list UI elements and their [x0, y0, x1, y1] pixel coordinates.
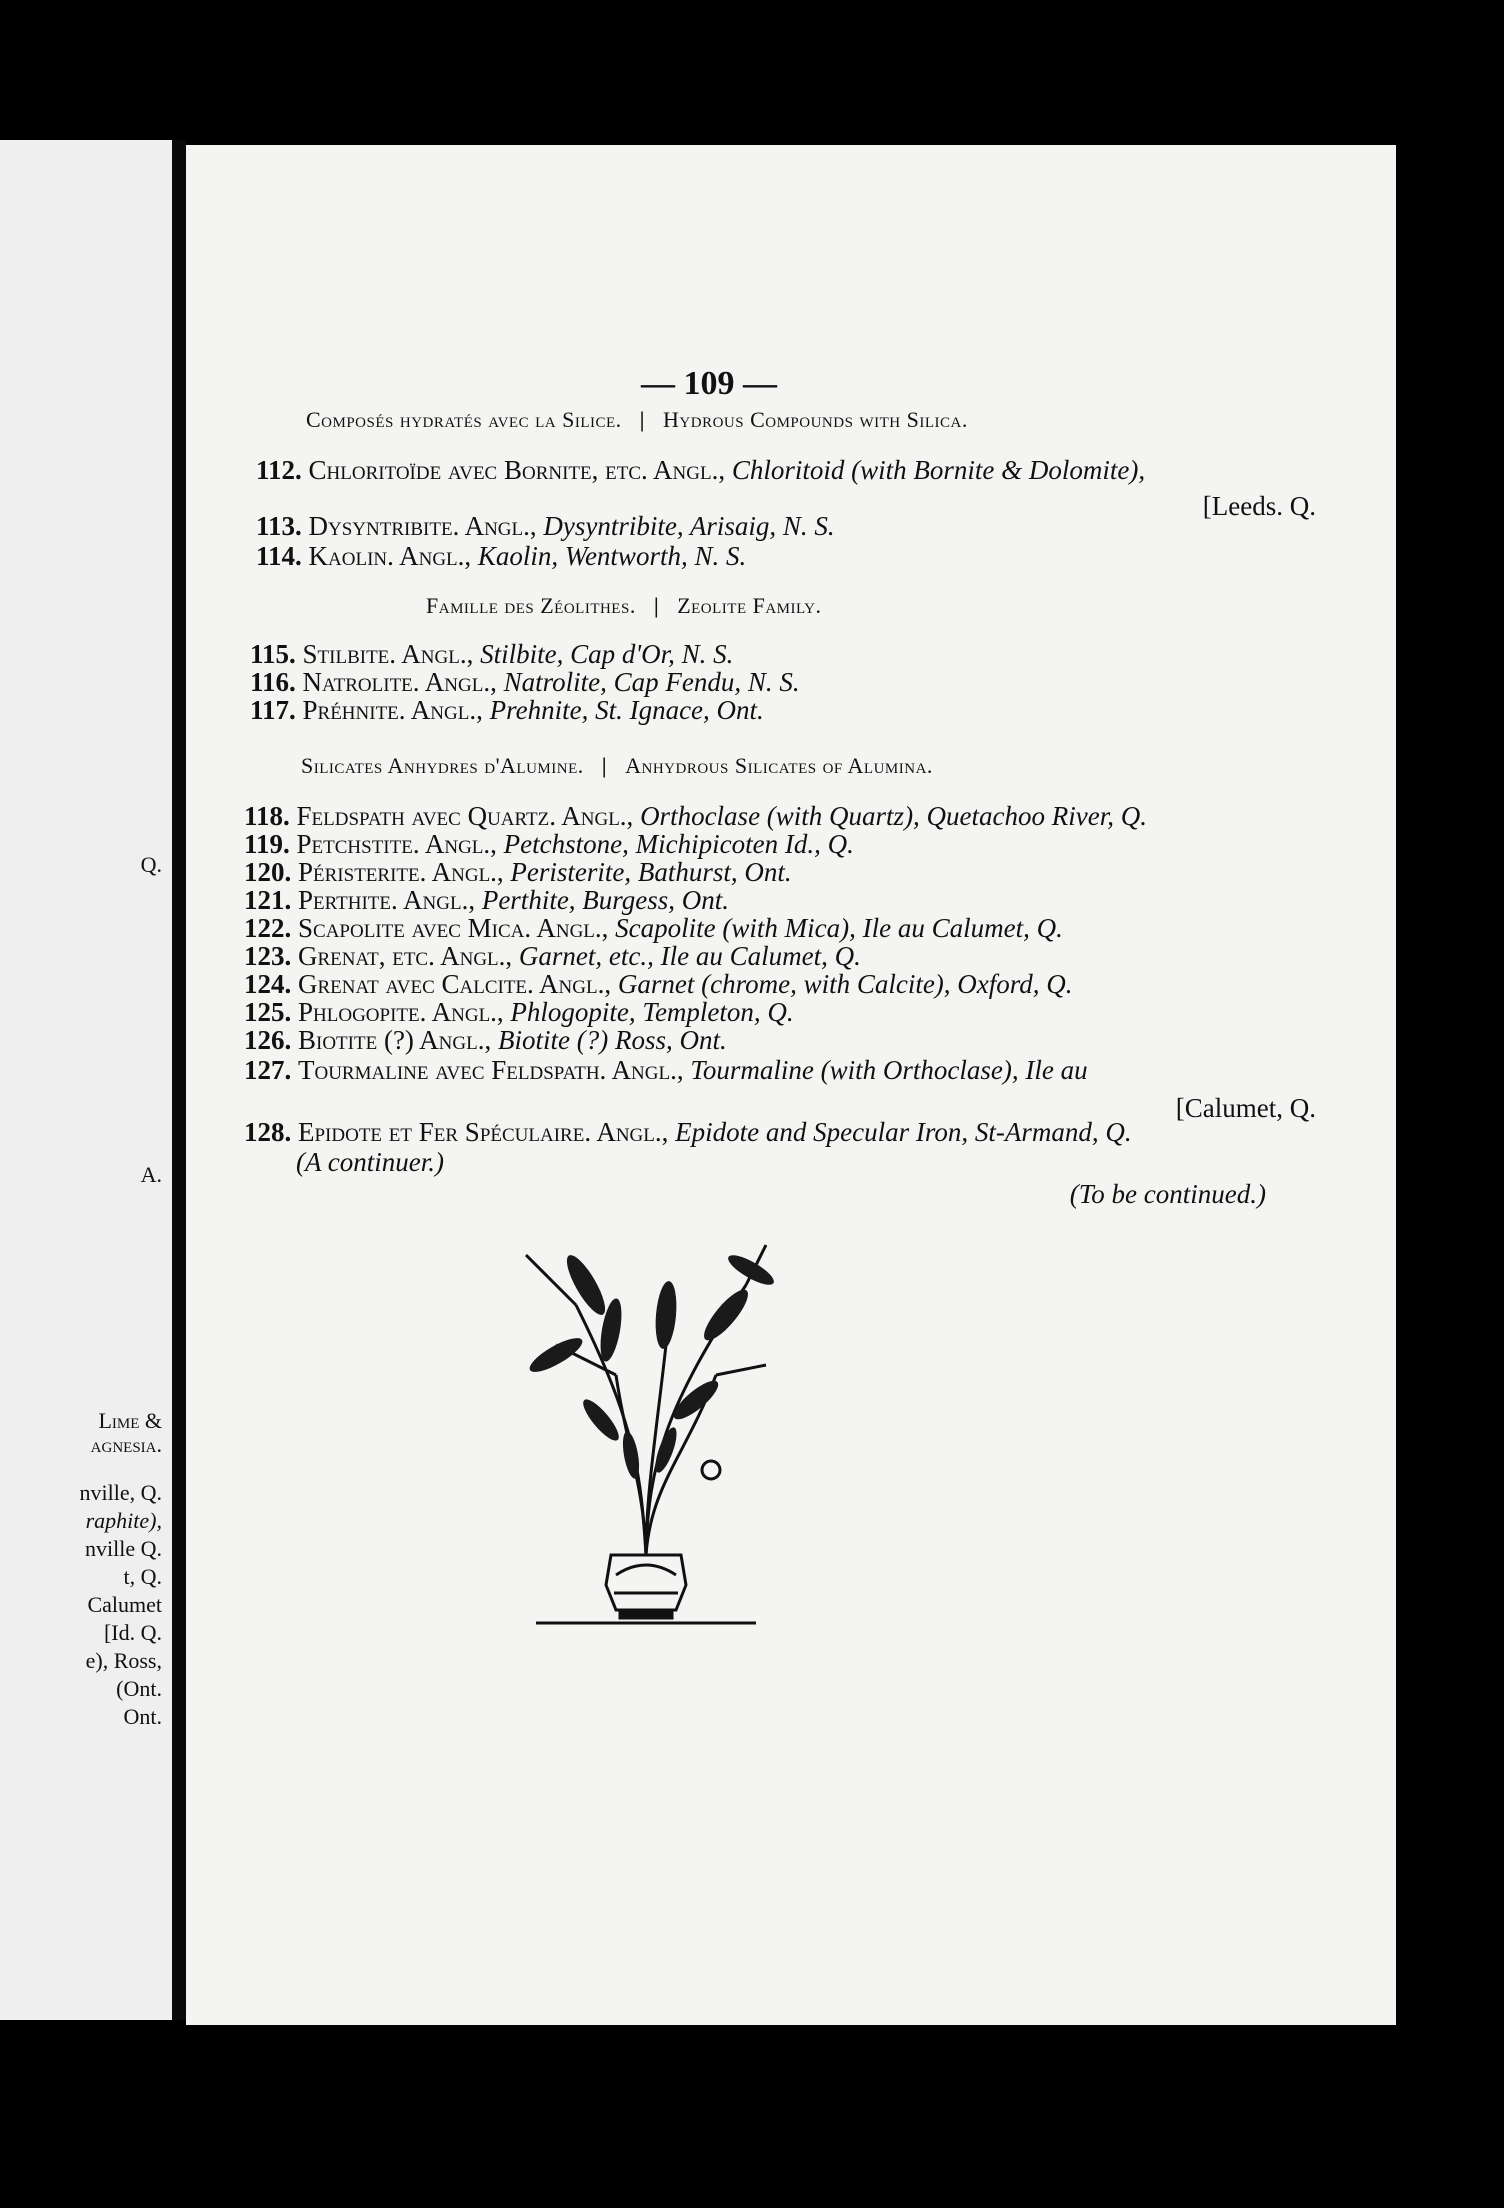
entry-en: Scapolite (with Mica), Ile au Calumet, Q.	[615, 913, 1063, 943]
entry-number: 121.	[244, 885, 292, 915]
plant-vase-ornament-icon	[516, 1225, 776, 1625]
left-fragment: [Id. Q.	[103, 1620, 162, 1645]
entry-fr: Dysyntribite. Angl.,	[308, 511, 537, 541]
entry-fr: Préhnite. Angl.,	[302, 695, 483, 725]
entry	[244, 829, 854, 860]
entry-en: Dysyntribite, Arisaig, N. S.	[543, 511, 835, 541]
entry	[250, 639, 733, 670]
entry	[244, 857, 792, 888]
heading-separator: |	[639, 407, 646, 432]
entry	[250, 695, 764, 726]
left-fragment: Q.	[140, 852, 162, 877]
entry-fr: Chloritoïde avec Bornite, etc. Angl.,	[308, 455, 726, 485]
heading-fr: Famille des Zéolithes.	[426, 593, 636, 618]
left-fragment: Ont.	[123, 1704, 162, 1729]
left-fragment: raphite),	[85, 1508, 162, 1533]
entry-number: 128.	[244, 1117, 292, 1147]
entry-number: 122.	[244, 913, 292, 943]
page-number: — 109 —	[641, 365, 777, 402]
entry-fr: Grenat avec Calcite. Angl.,	[298, 969, 612, 999]
entry-fr: Epidote et Fer Spéculaire. Angl.,	[298, 1117, 669, 1147]
page-gutter	[172, 140, 186, 2020]
entry	[256, 511, 835, 542]
entry-number: 124.	[244, 969, 292, 999]
heading-separator: |	[653, 593, 660, 618]
entry-fr: Stilbite. Angl.,	[302, 639, 474, 669]
entry-fr: Tourmaline avec Feldspath. Angl.,	[298, 1055, 684, 1085]
entry-fr: Feldspath avec Quartz. Angl.,	[296, 801, 634, 831]
entry-en: Stilbite, Cap d'Or, N. S.	[480, 639, 734, 669]
entry-number: 113.	[256, 511, 302, 541]
entry-number: 115.	[250, 639, 296, 669]
entry	[244, 1025, 727, 1056]
entry-en: Garnet (chrome, with Calcite), Oxford, Q.	[617, 969, 1073, 999]
left-fragment: nville, Q.	[79, 1480, 162, 1505]
left-fragment: (Ont.	[116, 1676, 162, 1701]
left-fragment: nville Q.	[85, 1536, 162, 1561]
entry-number: 112.	[256, 455, 302, 485]
entry-continuation: [Calumet, Q.	[1175, 1093, 1316, 1123]
entry-en: Phlogopite, Templeton, Q.	[510, 997, 794, 1027]
entry-fr: Perthite. Angl.,	[298, 885, 476, 915]
entry	[244, 1117, 1132, 1148]
entry	[244, 969, 1073, 1000]
entry-fr: Grenat, etc. Angl.,	[298, 941, 513, 971]
entry	[256, 455, 1145, 486]
entry-fr: Biotite (?) Angl.,	[298, 1025, 492, 1055]
entry-number: 117.	[250, 695, 296, 725]
section-heading	[301, 753, 933, 779]
heading-en: Hydrous Compounds with Silica.	[663, 407, 968, 432]
left-fragment: Calumet	[87, 1592, 162, 1617]
entry-number: 127.	[244, 1055, 292, 1085]
entry-number: 120.	[244, 857, 292, 887]
entry-en: Kaolin, Wentworth, N. S.	[477, 541, 747, 571]
entry-en: Natrolite, Cap Fendu, N. S.	[503, 667, 800, 697]
section-heading	[426, 593, 822, 619]
entry-number: 125.	[244, 997, 292, 1027]
left-fragment: Lime &	[98, 1408, 162, 1433]
entry	[244, 913, 1063, 944]
left-fragment: e), Ross,	[85, 1648, 162, 1673]
document-page	[186, 145, 1396, 2025]
entry-en: Biotite (?) Ross, Ont.	[497, 1025, 727, 1055]
entry-en: Peristerite, Bathurst, Ont.	[510, 857, 792, 887]
entry-fr: Petchstite. Angl.,	[296, 829, 497, 859]
entry	[244, 1055, 1088, 1086]
left-fragment: A.	[140, 1162, 162, 1187]
entry-number: 114.	[256, 541, 302, 571]
entry-en: Garnet, etc., Ile au Calumet, Q.	[518, 941, 861, 971]
entry	[244, 885, 729, 916]
heading-separator: |	[601, 753, 608, 778]
entry-en: Chloritoid (with Bornite & Dolomite),	[731, 455, 1146, 485]
entry-en: Epidote and Specular Iron, St-Armand, Q.	[675, 1117, 1132, 1147]
left-fragment: t, Q.	[123, 1564, 162, 1589]
heading-en: Zeolite Family.	[677, 593, 822, 618]
entry-number: 119.	[244, 829, 290, 859]
entry-fr: Scapolite avec Mica. Angl.,	[298, 913, 609, 943]
entry-number: 123.	[244, 941, 292, 971]
heading-fr: Composés hydratés avec la Silice.	[306, 407, 622, 432]
entry-number: 126.	[244, 1025, 292, 1055]
entry-en: Prehnite, St. Ignace, Ont.	[489, 695, 764, 725]
entry-fr: Péristerite. Angl.,	[298, 857, 504, 887]
left-fragment: agnesia.	[90, 1432, 162, 1457]
entry	[256, 541, 746, 572]
left-facing-page	[0, 140, 172, 2020]
entry-number: 118.	[244, 801, 290, 831]
entry	[244, 997, 794, 1028]
section-heading	[306, 407, 968, 433]
entry-en: Tourmaline (with Orthoclase), Ile au	[690, 1055, 1088, 1085]
entry-fr: Phlogopite. Angl.,	[298, 997, 504, 1027]
entry	[250, 667, 800, 698]
entry-number: 116.	[250, 667, 296, 697]
heading-en: Anhydrous Silicates of Alumina.	[625, 753, 933, 778]
entry-en: Perthite, Burgess, Ont.	[481, 885, 730, 915]
heading-fr: Silicates Anhydres d'Alumine.	[301, 753, 584, 778]
continued-note-en: (To be continued.)	[1069, 1179, 1266, 1209]
entry	[244, 801, 1147, 832]
entry-en: Orthoclase (with Quartz), Quetachoo River, Q.	[640, 801, 1147, 831]
entry-fr: Natrolite. Angl.,	[302, 667, 497, 697]
continued-note-fr: (A continuer.)	[296, 1147, 444, 1177]
entry-continuation: [Leeds. Q.	[1202, 491, 1316, 521]
entry	[244, 941, 861, 972]
entry-en: Petchstone, Michipicoten Id., Q.	[503, 829, 854, 859]
entry-fr: Kaolin. Angl.,	[308, 541, 472, 571]
